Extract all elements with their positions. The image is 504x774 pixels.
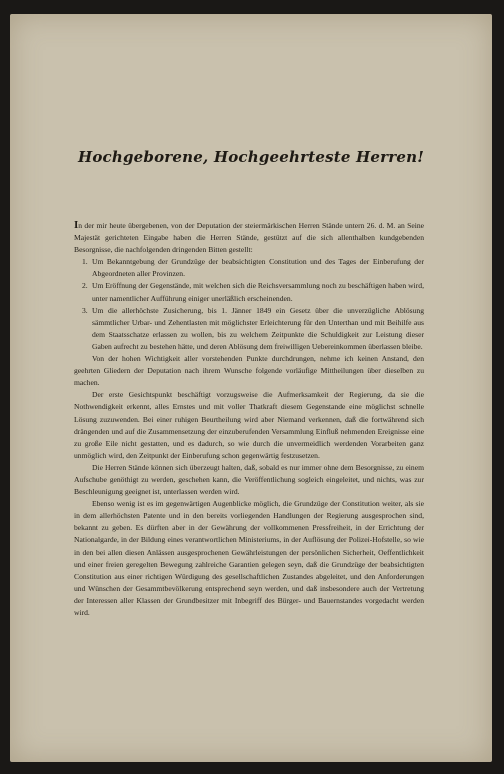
document-body — [74, 219, 424, 619]
list-number: 3. — [82, 305, 88, 315]
request-list — [74, 256, 424, 353]
list-item — [74, 280, 424, 304]
document-title: Hochgeborene, Hochgeehrteste Herren! — [77, 148, 425, 166]
list-item — [74, 256, 424, 280]
list-text: Um die allerhöchste Zusicherung, bis 1. Jänner 1849 ein Gesetz über die unverzügliche Ablösung sämmtlicher Urbar- und Zehentlasten mit möglichster Erleichterung für den Unterthan und mit Beihilfe aus dem Staatsschatze erlassen zu wollen, bis zu welchem Zeitpunkte die Schuldigkeit zur Leistung dieser Gaben aufrecht zu bestehen hätte, und deren Ablösung dem freiwilligen Uebereinkommen überlassen bleibe. — [92, 305, 424, 351]
list-number: 2. — [82, 281, 88, 291]
body-paragraph: Der erste Gesichtspunkt beschäftigt vorzugsweise die Aufmerksamkeit der Regierung, da sie die Nothwendigkeit erkennt, alles Ernstes und mit voller Thatkraft diesem Gegenstande eine möglichst schnelle Lösung zuzuwenden. Bei einer ruhigen Beurtheilung wird aber Niemand verkennen, daß die fortwährend sich drängenden und auf die Zusammensetzung der einzuberufenden Versammlung Einfluß nehmenden Ereignisse eine zu große Eile nicht gestatten, und es dadurch, so wie durch die unvermeidlich werdenden Vorarbeiten ganz unmöglich wird, den Zeitpunkt der Einberufung schon gegenwärtig festzusetzen. — [74, 390, 424, 460]
list-text: Um Bekanntgebung der Grundzüge der beabsichtigten Constitution und des Tages der Einberufung der Abgeordneten aller Provinzen. — [92, 257, 424, 279]
document-page — [10, 14, 492, 762]
list-item — [74, 305, 424, 353]
drop-initial: I — [74, 219, 79, 231]
body-paragraph: Die Herren Stände können sich überzeugt halten, daß, sobald es nur immer ohne dem Besorgnisse, zu einem Aufschube genöthigt zu werden, geschehen kann, die Veröffentlichung sogleich eingeleitet, und nichts, was zur Beschleunigung geeignet ist, unterlassen werden wird. — [74, 462, 424, 497]
body-paragraph: Von der hohen Wichtigkeit aller vorstehenden Punkte durchdrungen, nehme ich keinen Anstand, den geehrten Gliedern der Deputation nach ihrem Wunsche folgende vorläufige Mittheilungen über dieselben zu machen. — [74, 354, 424, 388]
list-number: 1. — [82, 257, 88, 267]
list-text: Um Eröffnung der Gegenstände, mit welchen sich die Reichsversammlung noch zu beschäftigen haben wird, unter namentlicher Aufführung einiger unerläßlich erscheinenden. — [92, 281, 424, 303]
intro-text: n der mir heute übergebenen, von der Deputation der steiermärkischen Herren Stände untern 26. d. M. an Seine Majestät gerichteten Eingabe haben die Herren Stände, gestützt auf die sich allenthalben kundgebenden Besorgnisse, die nachfolgenden dringenden Bitten gestellt: — [74, 221, 424, 255]
body-paragraph: Ebenso wenig ist es im gegenwärtigen Augenblicke möglich, die Grundzüge der Constitution weiter, als sie in dem allerhöchsten Patente und in den bereits vorliegenden Handlungen der Regierung ausgesprochen sind, bekannt zu geben. Es dürften aber in der Gewährung der vollkommenen Pressfreiheit, in der Errichtung der Nationalgarde, in der Bildung eines verantwortlichen Ministeriums, in der Auflösung der Polizei-Hofstelle, so wie in den bei allen diesen Anlässen ausgesprochenen Gewährleistungen der persönlichen Sicherheit, Oeffentlichkeit und einer freien geregelten Bewegung zahlreiche Garantien gelegen seyn, daß die Grundzüge der beabsichtigten Constitution aus einer richtigen Würdigung des gesellschaftlichen Zustandes abgeleitet, und den Anforderungen und Wünschen der Gesammtbevölkerung entsprechend seyn werden, und daß insbesondere auch der Vertretung der Interessen aller Klassen der Grundbesitzer mit Inbegriff des Bürger- und Bauernstandes vorgedacht werden wird. — [74, 499, 424, 617]
intro-paragraph — [74, 219, 424, 256]
